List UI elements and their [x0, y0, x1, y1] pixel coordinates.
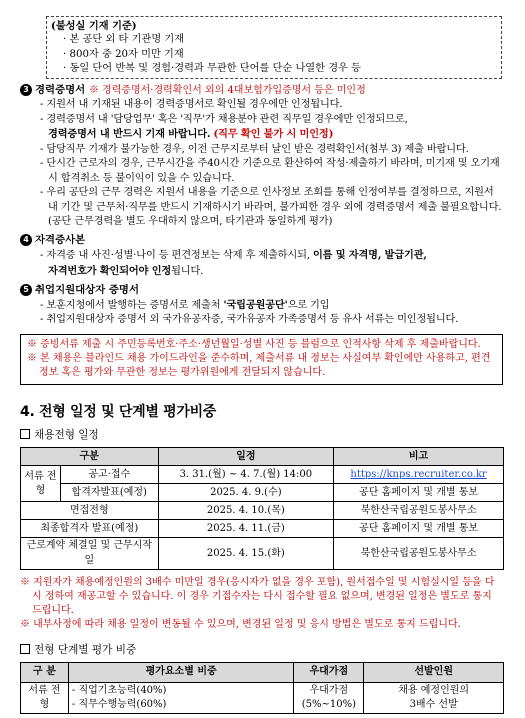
table-row: 서류 전형 공고·접수 3. 31.(월) ~ 4. 7.(월) 14:00 https://knps.recruiter.co.kr	[21, 466, 504, 484]
box-row: · 본 공단 외 타 기관명 기재	[63, 34, 185, 46]
box-title: (불성실 기재 기준)	[51, 20, 137, 32]
list-item: - 단시간 근로자의 경우, 근무시간을 주40시간 기준으로 환산하여 작성·제출하기 바라며, 미기재 및 오기재 시 합격취소 등 불이익이 있을 수 있습니다.	[40, 158, 500, 184]
circled-number-icon: 4	[20, 234, 32, 246]
circled-number-icon: 5	[20, 284, 32, 296]
list-item: - 지원서 내 기재된 내용이 경력증명서로 확인될 경우에만 인정됩니다.	[40, 99, 343, 111]
checkbox-square-icon	[20, 644, 30, 654]
list-item: - 자격증 내 사진·성별·나이 등 편견정보는 삭제 후 제출하시되, 이름 및 자격명, 발급기관, 자격번호가 확인되어야 인정됩니다.	[40, 249, 427, 277]
section-career-certificate	[20, 83, 503, 230]
blind-notice-box	[20, 334, 503, 385]
group-label: 서류 전형	[21, 466, 61, 502]
table-row: 서류 전형 - 직업기초능력(40%) - 직무수행능력(60%) 우대가점 (5%~10%) 채용 예정인원의 3배수 선발	[21, 682, 504, 713]
checkbox-square-icon	[20, 429, 30, 439]
insincere-criteria-box	[46, 16, 502, 79]
table-row: 면접전형 2025. 4. 10.(목) 북한산국립공원도봉사무소	[21, 502, 504, 520]
list-item: - 보훈지청에서 발행하는 증명서로 제출처 '국립공원공단'으로 기입	[40, 298, 330, 311]
table-row: 최종합격자 발표(예정) 2025. 4. 11.(금) 공단 홈페이지 및 개별 통보	[21, 520, 504, 538]
bold-emphasis: 경력증명서 내 반드시 기재 바랍니다.	[48, 128, 211, 141]
section-license-copy	[20, 233, 503, 279]
schedule-notes	[20, 576, 503, 633]
table-row: 합격자발표(예정) 2025. 4. 9.(수) 공단 홈페이지 및 개별 통보	[21, 484, 504, 502]
list-item: - 담당직무 기재가 불가능한 경우, 이전 근무지로부터 날인 받은 경력확인서(첨부 3) 제출 바랍니다.	[40, 143, 469, 155]
list-item: - 우리 공단의 근무 경력은 지원서 내용을 기준으로 인사정보 조회를 통해 인정여부를 결정하므로, 지원서 내 기간 및 근무처·직무를 반드시 기재하시기 바라며, 불가피한 경우 외에 경력증명서 제출 불필요합니다. (공단 근무경력을 별도 우대하지 않으며, 타기관과 동일하게 평가)	[40, 187, 502, 227]
section-title: 자격증사본	[35, 234, 86, 247]
box-row: · 동일 단어 반복 및 경험·경력과 무관한 단어를 단순 나열한 경우 등	[63, 63, 361, 75]
notice-line: ※ 본 채용은 블라인드 채용 가이드라인을 준수하며, 제출서류 내 정보는 사실여부 확인에만 사용하고, 편견정보 혹은 평가와 무관한 정보는 평가위원에게 전달되지 않습니다.	[27, 353, 491, 379]
note-line: ※ 내부사정에 따라 채용 일정이 변동될 수 있으며, 변경된 일정 및 응시 방법은 별도로 통지 드립니다.	[20, 619, 461, 631]
schedule-table	[20, 447, 504, 569]
subheading-schedule: 채용전형 일정	[20, 428, 503, 443]
note-line: ※ 지원자가 채용예정인원의 3배수 미만일 경우(응시자가 없을 경우 포함), 원서접수일 및 시험실시일 등을 다시 정하여 재공고할 수 있습니다. 이 경우 기접수자는 다시 접수할 필요 없으며, 변경된 일정은 별도로 통지 드립니다.	[20, 576, 495, 617]
red-emphasis: (직무 확인 불가 시 미인정)	[213, 128, 334, 141]
table-header-row: 구분 일정 비고	[21, 448, 504, 466]
table-row: 근로계약 체결일 및 근무시작일 2025. 4. 15.(화) 북한산국립공원도봉사무소	[21, 538, 504, 569]
circled-number-icon: 3	[20, 84, 32, 96]
eval-table	[20, 662, 504, 714]
section-title: 취업지원대상자 증명서	[35, 284, 139, 297]
table-header-row: 구 분 평가요소별 비중 우대가점 선발인원	[21, 662, 504, 682]
box-row: · 800자 중 20자 미만 기재	[63, 48, 184, 60]
section-title: 경력증명서	[35, 83, 86, 96]
recruit-link[interactable]: https://knps.recruiter.co.kr	[350, 468, 487, 480]
list-item: - 취업지원대상자 증명서 외 국가유공자증, 국가유공자 가족증명서 등 유사 서류는 미인정됩니다.	[40, 314, 459, 326]
section-employment-support	[20, 283, 503, 328]
section-note: ※ 경력증명서·경력확인서 외의 4대보험가입증명서 등은 미인정	[88, 84, 366, 96]
subheading-eval: 전형 단계별 평가 비중	[20, 643, 503, 658]
section-heading: 4. 전형 일정 및 단계별 평가비중	[20, 403, 217, 420]
list-item: - 경력증명서 내 '담당업무' 혹은 '직무'가 채용분야 관련 직무일 경우에만 인정되므로, 경력증명서 내 반드시 기재 바랍니다. (직무 확인 불가 시 미인정)	[40, 113, 408, 141]
notice-line: ※ 증빙서류 제출 시 주민등록번호·주소·생년월일·성별 사진 등 블럼으로 인적사항 삭제 후 제출바랍니다.	[27, 338, 481, 350]
